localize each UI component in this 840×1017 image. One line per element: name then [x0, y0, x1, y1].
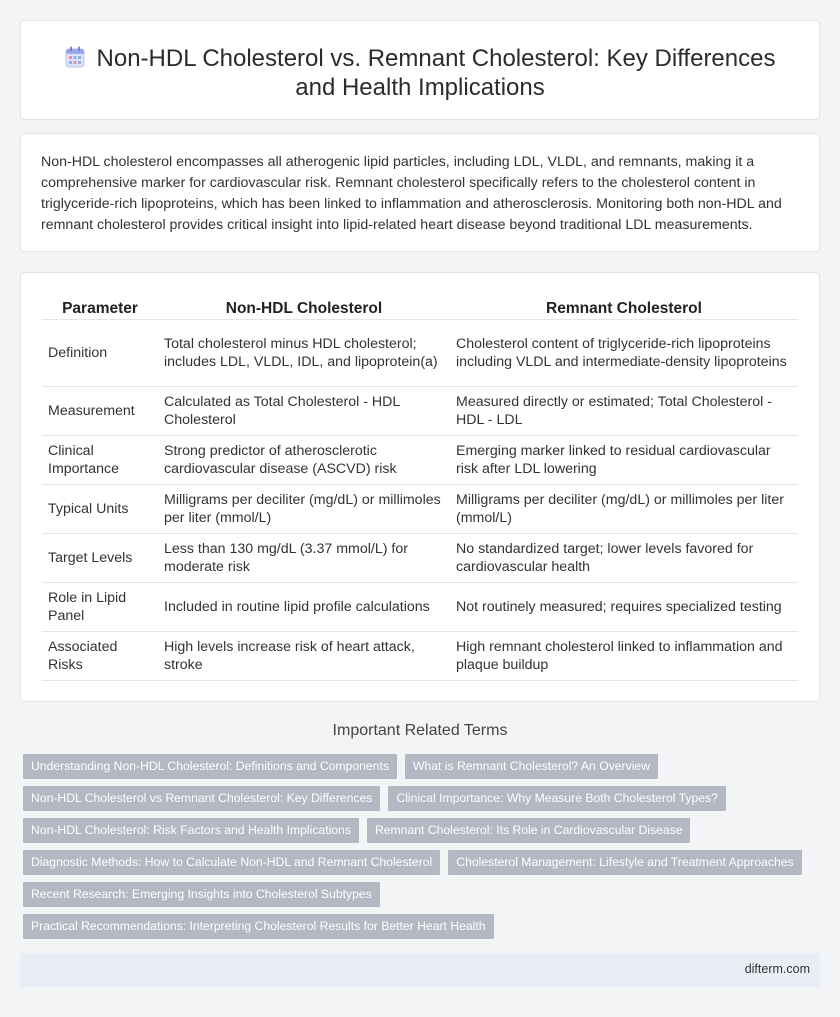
table-cell: Included in routine lipid profile calculations — [158, 583, 450, 632]
table-cell: No standardized target; lower levels favored for cardiovascular health — [450, 534, 798, 583]
table-row — [42, 387, 798, 436]
table-row — [42, 485, 798, 534]
table-row — [42, 583, 798, 632]
table-cell: Typical Units — [42, 485, 158, 534]
table-cell: High remnant cholesterol linked to inflammation and plaque buildup — [450, 632, 798, 681]
related-term-link[interactable]: Understanding Non-HDL Cholesterol: Definitions and Components — [23, 754, 397, 779]
tag-row — [23, 882, 813, 914]
tag-row — [23, 850, 813, 882]
column-header: Remnant Cholesterol — [450, 294, 798, 320]
tag-row — [23, 914, 813, 946]
table-cell: Role in Lipid Panel — [42, 583, 158, 632]
table-cell: Cholesterol content of triglyceride-rich lipoproteins including VLDL and intermediate-density lipoproteins — [450, 320, 798, 387]
tag-row — [23, 818, 813, 850]
page-title — [21, 44, 819, 102]
table-cell: Definition — [42, 320, 158, 387]
table-cell: Not routinely measured; requires specialized testing — [450, 583, 798, 632]
column-header: Non-HDL Cholesterol — [158, 294, 450, 320]
table-cell: Total cholesterol minus HDL cholesterol; includes LDL, VLDL, IDL, and lipoprotein(a) — [158, 320, 450, 387]
comparison-table — [42, 294, 798, 681]
related-term-link[interactable]: What is Remnant Cholesterol? An Overview — [405, 754, 658, 779]
related-term-link[interactable]: Remnant Cholesterol: Its Role in Cardiovascular Disease — [367, 818, 691, 843]
table-cell: Measured directly or estimated; Total Cholesterol - HDL - LDL — [450, 387, 798, 436]
table-cell: Associated Risks — [42, 632, 158, 681]
table-cell: Clinical Importance — [42, 436, 158, 485]
table-cell: Less than 130 mg/dL (3.37 mmol/L) for moderate risk — [158, 534, 450, 583]
table-cell: Milligrams per deciliter (mg/dL) or millimoles per liter (mmol/L) — [450, 485, 798, 534]
intro-card — [20, 133, 820, 252]
tag-row — [23, 754, 813, 786]
related-terms-list — [23, 754, 813, 946]
table-cell: Calculated as Total Cholesterol - HDL Cholesterol — [158, 387, 450, 436]
table-cell: Measurement — [42, 387, 158, 436]
table-row — [42, 632, 798, 681]
related-term-link[interactable]: Non-HDL Cholesterol vs Remnant Cholesterol: Key Differences — [23, 786, 380, 811]
column-header: Parameter — [42, 294, 158, 320]
table-row — [42, 436, 798, 485]
comparison-table-card — [20, 272, 820, 702]
related-terms-heading: Important Related Terms — [332, 722, 508, 739]
table-row — [42, 534, 798, 583]
related-term-link[interactable]: Practical Recommendations: Interpreting Cholesterol Results for Better Heart Health — [23, 914, 494, 939]
related-term-link[interactable]: Non-HDL Cholesterol: Risk Factors and Health Implications — [23, 818, 359, 843]
footer — [20, 953, 820, 987]
table-header-row — [42, 294, 798, 320]
table-cell: Milligrams per deciliter (mg/dL) or millimoles per liter (mmol/L) — [158, 485, 450, 534]
related-term-link[interactable]: Clinical Importance: Why Measure Both Cholesterol Types? — [388, 786, 726, 811]
page-title-text: Non-HDL Cholesterol vs. Remnant Cholesterol: Key Differences and Health Implications — [96, 45, 776, 101]
header-card — [20, 20, 820, 120]
table-cell: Emerging marker linked to residual cardiovascular risk after LDL lowering — [450, 436, 798, 485]
tag-row — [23, 786, 813, 818]
related-term-link[interactable]: Cholesterol Management: Lifestyle and Treatment Approaches — [448, 850, 801, 875]
table-cell: High levels increase risk of heart attack, stroke — [158, 632, 450, 681]
table-row — [42, 320, 798, 387]
footer-site-link[interactable]: difterm.com — [744, 962, 810, 976]
table-cell: Strong predictor of atherosclerotic cardiovascular disease (ASCVD) risk — [158, 436, 450, 485]
related-term-link[interactable]: Diagnostic Methods: How to Calculate Non-HDL and Remnant Cholesterol — [23, 850, 440, 875]
table-cell: Target Levels — [42, 534, 158, 583]
related-term-link[interactable]: Recent Research: Emerging Insights into Cholesterol Subtypes — [23, 882, 380, 907]
calendar-grid-icon — [65, 46, 85, 68]
intro-paragraph: Non-HDL cholesterol encompasses all atherogenic lipid particles, including LDL, VLDL, and remnants, making it a comprehensive marker for cardiovascular risk. Remnant cholesterol specifically refers to the cholesterol content in triglyceride-rich lipoproteins, which has been linked to inflammation and atherosclerosis. Monitoring both non-HDL and remnant cholesterol provides critical insight into lipid-related heart disease beyond traditional LDL measurements. — [41, 154, 782, 233]
